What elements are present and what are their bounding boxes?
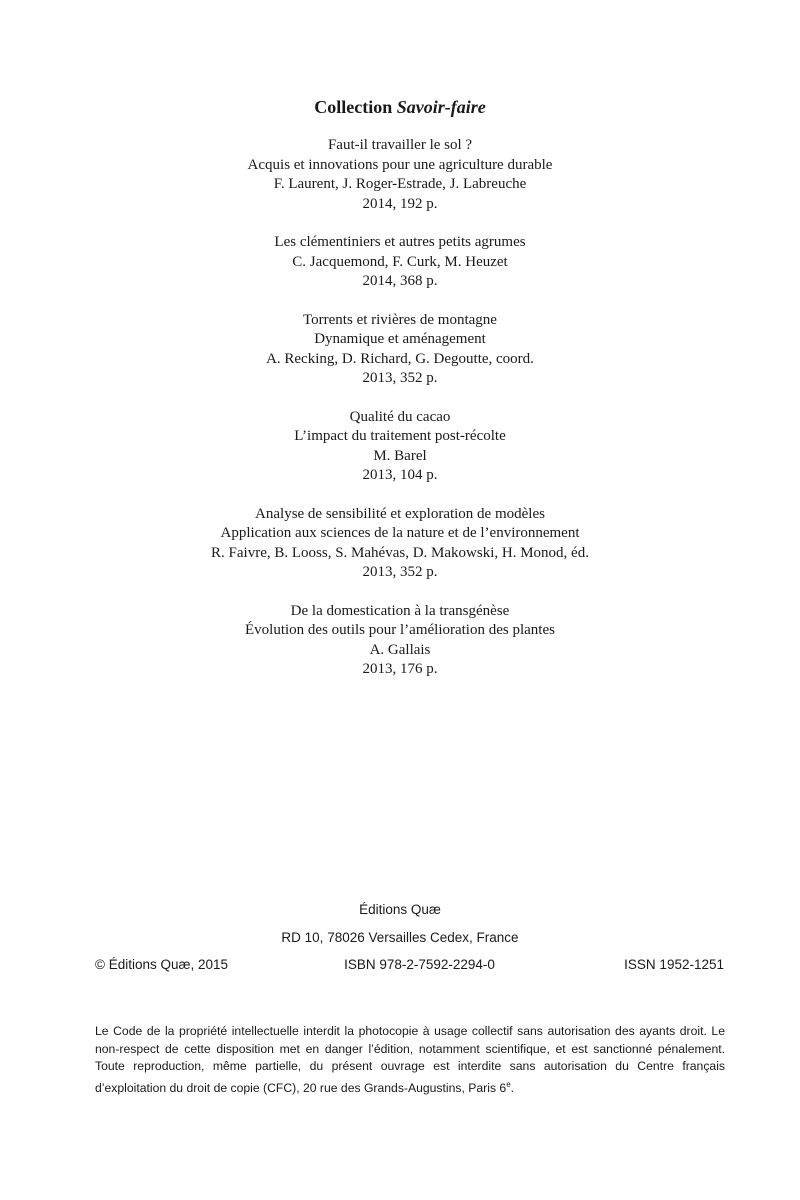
book-entry <box>0 311 800 389</box>
book-year-pages: 2013, 352 p. <box>362 564 438 580</box>
book-year-pages: 2013, 104 p. <box>362 467 438 483</box>
book-year-pages: 2013, 176 p. <box>362 661 438 677</box>
book-subtitle: Application aux sciences de la nature et de l’environnement <box>220 525 580 541</box>
legal-notice-text: Le Code de la propriété intellectuelle interdit la photocopie à usage collectif sans autorisation des ayants droit. Le non-respect de cette disposition met en danger l’édition, notamment scientifique, et est sanctionné pénalement. Toute reproduction, même partielle, du présent ouvrage est interdite sans autorisation du Centre français d’exploitation du droit de copie (CFC), 20 rue des Grands-Augustins, Paris 6 <box>95 1024 725 1095</box>
publisher-address: RD 10, 78026 Versailles Cedex, France <box>281 930 519 945</box>
book-entry <box>0 505 800 583</box>
book-title: Qualité du cacao <box>349 408 451 425</box>
collection-title <box>0 97 800 118</box>
book-title: De la domestication à la transgénèse <box>290 602 510 619</box>
publisher-name: Éditions Quæ <box>359 902 441 917</box>
legal-notice-end: . <box>510 1080 515 1095</box>
book-entry <box>0 136 800 214</box>
book-authors: C. Jacquemond, F. Curk, M. Heuzet <box>292 253 508 270</box>
book-subtitle: Acquis et innovations pour une agriculture durable <box>247 156 553 173</box>
book-entry <box>0 408 800 486</box>
issn: ISSN 1952-1251 <box>624 957 724 972</box>
book-authors: A. Gallais <box>369 641 431 658</box>
book-title: Faut-il travailler le sol ? <box>327 137 473 153</box>
copyright-notice: © Éditions Quæ, 2015 <box>95 957 229 972</box>
collection-prefix: Collection <box>314 97 393 117</box>
legal-notice <box>95 1023 725 1097</box>
book-authors: M. Barel <box>373 447 427 464</box>
book-year-pages: 2014, 192 p. <box>362 195 438 212</box>
isbn: ISBN 978-2-7592-2294-0 <box>344 957 495 972</box>
book-entry <box>0 233 800 292</box>
book-title: Les clémentiniers et autres petits agrumes <box>274 234 526 250</box>
book-title: Torrents et rivières de montagne <box>303 311 497 328</box>
book-title: Analyse de sensibilité et exploration de modèles <box>255 505 545 522</box>
book-year-pages: 2013, 352 p. <box>362 370 438 386</box>
book-authors: R. Faivre, B. Looss, S. Mahévas, D. Makowski, H. Monod, éd. <box>211 544 589 561</box>
book-subtitle: L’impact du traitement post-récolte <box>294 428 506 444</box>
collection-name: Savoir-faire <box>396 97 486 117</box>
publication-info-row <box>95 957 724 977</box>
legal-notice-superscript: e <box>506 1079 511 1089</box>
book-subtitle: Dynamique et aménagement <box>314 331 486 347</box>
book-subtitle: Évolution des outils pour l’amélioration des plantes <box>245 622 555 638</box>
book-list <box>0 136 800 699</box>
book-year-pages: 2014, 368 p. <box>362 273 438 289</box>
book-authors: A. Recking, D. Richard, G. Degoutte, coord. <box>266 350 534 367</box>
book-entry <box>0 602 800 680</box>
book-authors: F. Laurent, J. Roger-Estrade, J. Labreuche <box>273 176 527 192</box>
